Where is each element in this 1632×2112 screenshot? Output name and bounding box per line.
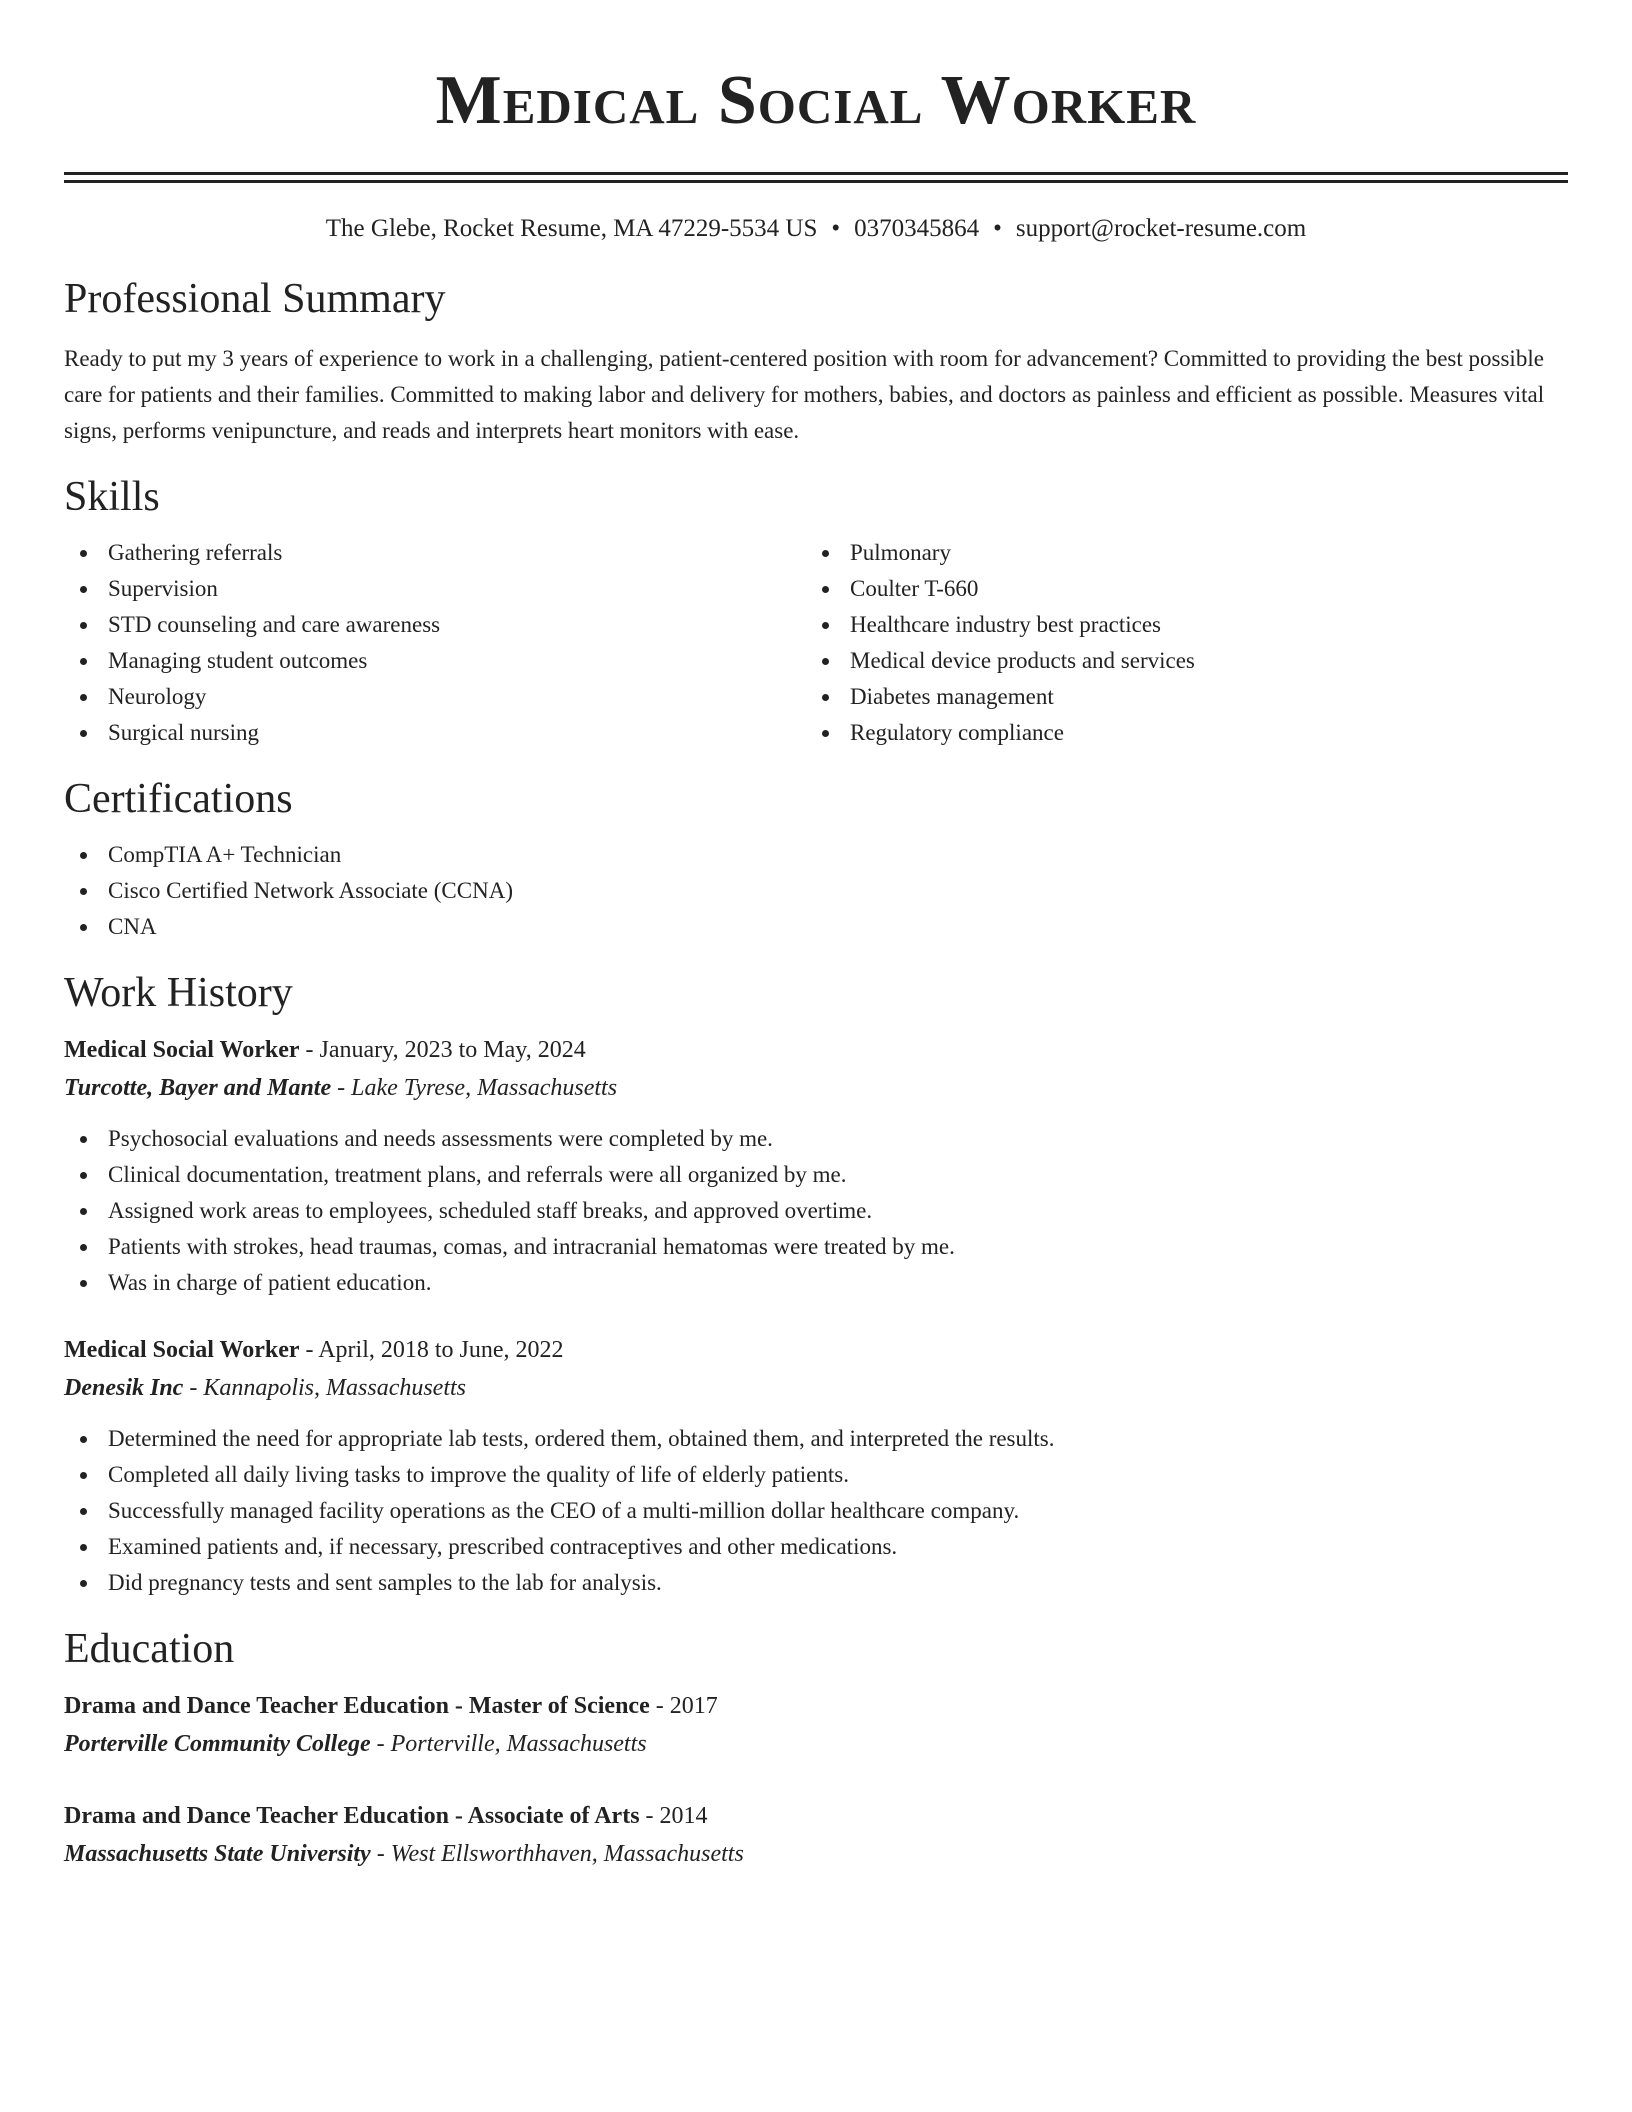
education-school-line	[64, 1835, 1568, 1873]
certification-item: CNA	[64, 909, 1568, 945]
job-location: - Lake Tyrese, Massachusetts	[331, 1075, 618, 1101]
contact-phone: 0370345864	[854, 215, 980, 242]
job-duty: Successfully managed facility operations as the CEO of a multi-million dollar healthcare company.	[64, 1493, 1568, 1529]
education-year: - 2017	[649, 1693, 718, 1719]
skill-item: Regulatory compliance	[806, 715, 1548, 751]
education-school-line	[64, 1725, 1568, 1763]
job-company: Turcotte, Bayer and Mante	[64, 1075, 332, 1101]
education-year: - 2014	[639, 1803, 708, 1829]
skill-item: Pulmonary	[806, 535, 1548, 571]
certifications-heading: Certifications	[64, 776, 293, 822]
job-company-line	[64, 1369, 1568, 1407]
skill-item: STD counseling and care awareness	[64, 607, 806, 643]
job-location: - Kannapolis, Massachusetts	[183, 1375, 467, 1401]
certification-item: CompTIA A+ Technician	[64, 837, 1568, 873]
contact-email: support@rocket-resume.com	[1015, 215, 1307, 242]
job-entry	[64, 1031, 1568, 1301]
contact-line	[64, 213, 1568, 245]
summary-text: Ready to put my 3 years of experience to work in a challenging, patient-centered position with room for advancement? Committed to providing the best possible care for patients and their families. Committed to making labor and delivery for mothers, babies, and doctors as painless and efficient as possible. Measures vital signs, performs venipuncture, and reads and interprets heart monitors with ease.	[64, 346, 1545, 443]
skills-heading: Skills	[64, 474, 160, 520]
job-dates: - April, 2018 to June, 2022	[299, 1337, 564, 1363]
certification-item: Cisco Certified Network Associate (CCNA)	[64, 873, 1568, 909]
certifications-list	[64, 837, 1568, 945]
job-title-line	[64, 1331, 1568, 1369]
education-degree-line	[64, 1797, 1568, 1835]
job-company: Denesik Inc	[64, 1375, 184, 1401]
job-entry	[64, 1331, 1568, 1601]
skill-item: Diabetes management	[806, 679, 1548, 715]
job-duties-list	[64, 1421, 1568, 1601]
job-company-line	[64, 1069, 1568, 1107]
skill-item: Surgical nursing	[64, 715, 806, 751]
skill-item: Medical device products and services	[806, 643, 1548, 679]
skill-item: Managing student outcomes	[64, 643, 806, 679]
education-location: - West Ellsworthhaven, Massachusetts	[370, 1841, 744, 1867]
job-duty: Did pregnancy tests and sent samples to the lab for analysis.	[64, 1565, 1568, 1601]
resume-page	[64, 0, 1568, 1873]
skill-item: Neurology	[64, 679, 806, 715]
job-duty: Was in charge of patient education.	[64, 1265, 1568, 1301]
education-degree: Drama and Dance Teacher Education - Master of Science	[64, 1693, 650, 1719]
job-duty: Determined the need for appropriate lab tests, ordered them, obtained them, and interpreted the results.	[64, 1421, 1568, 1457]
education-degree-line	[64, 1687, 1568, 1725]
skills-grid	[64, 535, 1568, 751]
candidate-name: Medical Social Worker	[435, 62, 1197, 139]
education-entry	[64, 1687, 1568, 1763]
skill-item: Gathering referrals	[64, 535, 806, 571]
header-double-rule	[64, 172, 1568, 183]
education-entry	[64, 1797, 1568, 1873]
job-duty: Psychosocial evaluations and needs assessments were completed by me.	[64, 1121, 1568, 1157]
education-degree: Drama and Dance Teacher Education - Associate of Arts	[64, 1803, 640, 1829]
contact-separator: •	[831, 215, 841, 242]
job-duty: Clinical documentation, treatment plans, and referrals were all organized by me.	[64, 1157, 1568, 1193]
job-duty: Examined patients and, if necessary, prescribed contraceptives and other medications.	[64, 1529, 1568, 1565]
skill-item: Coulter T-660	[806, 571, 1548, 607]
education-location: - Porterville, Massachusetts	[370, 1731, 647, 1757]
education-school: Massachusetts State University	[64, 1841, 371, 1867]
summary-heading: Professional Summary	[64, 276, 446, 322]
job-title: Medical Social Worker	[64, 1337, 300, 1363]
work-history-heading: Work History	[64, 970, 293, 1016]
skills-list-left	[64, 535, 806, 751]
skill-item: Healthcare industry best practices	[806, 607, 1548, 643]
job-duty: Patients with strokes, head traumas, comas, and intracranial hematomas were treated by me.	[64, 1229, 1568, 1265]
job-duty: Completed all daily living tasks to improve the quality of life of elderly patients.	[64, 1457, 1568, 1493]
job-title-line	[64, 1031, 1568, 1069]
skill-item: Supervision	[64, 571, 806, 607]
contact-separator: •	[993, 215, 1002, 242]
job-title: Medical Social Worker	[64, 1037, 300, 1063]
job-duties-list	[64, 1121, 1568, 1301]
job-dates: - January, 2023 to May, 2024	[299, 1037, 586, 1063]
education-school: Porterville Community College	[64, 1731, 371, 1757]
education-heading: Education	[64, 1626, 235, 1672]
contact-address: The Glebe, Rocket Resume, MA 47229-5534 US	[325, 215, 818, 242]
job-duty: Assigned work areas to employees, scheduled staff breaks, and approved overtime.	[64, 1193, 1568, 1229]
skills-list-right	[806, 535, 1548, 751]
